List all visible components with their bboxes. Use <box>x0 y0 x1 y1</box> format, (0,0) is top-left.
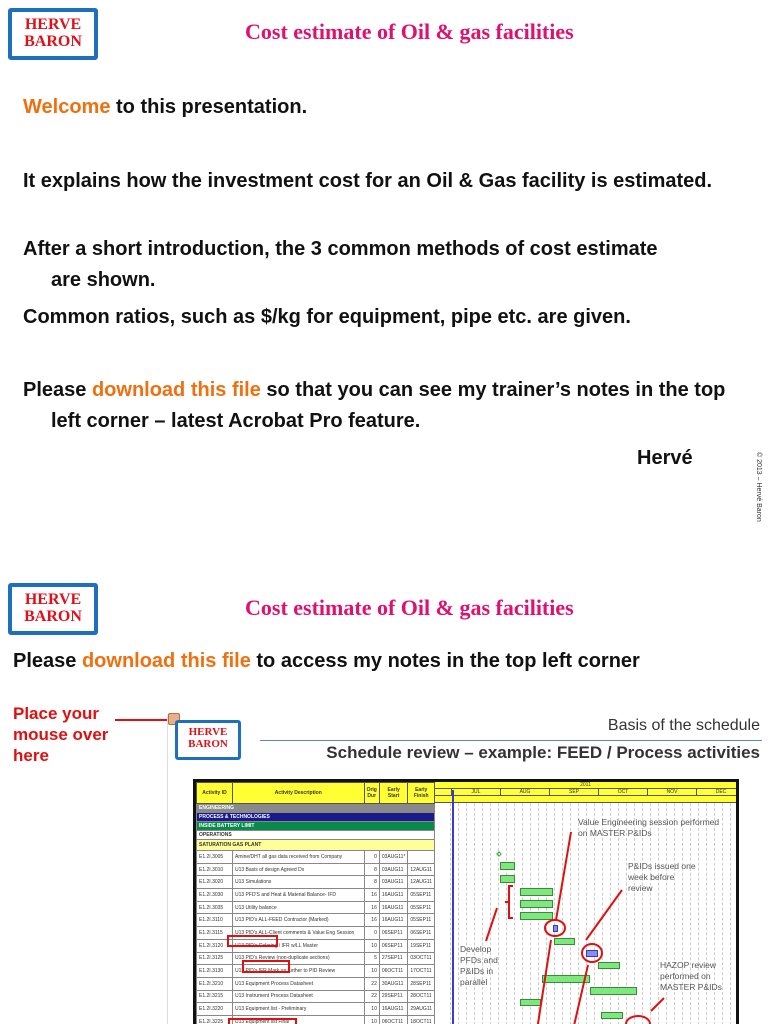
table-row <box>197 863 435 876</box>
cell: E1.2I.3120 <box>197 939 233 952</box>
gantt-bar <box>554 938 575 945</box>
cell: 17OCT11 <box>408 965 435 978</box>
cell: E1.2I.3130 <box>197 965 233 978</box>
inner-heading: Basis of the schedule <box>607 717 760 734</box>
cell: 12AUG11 <box>408 876 435 889</box>
table-row <box>197 965 435 978</box>
cell: E1.2I.3210 <box>197 977 233 990</box>
gantt-bar <box>500 875 515 883</box>
cell: 05SEP11 <box>408 901 435 914</box>
gantt-bar <box>520 888 553 896</box>
welcome-rest: to this presentation. <box>110 96 308 118</box>
cell: 16 <box>364 889 379 902</box>
cell: 06SEP11 <box>379 939 408 952</box>
table-header <box>197 783 435 804</box>
gantt-chart <box>435 782 736 1024</box>
text: to access my notes in the top left corner <box>250 650 640 672</box>
cell: 5 <box>364 952 379 965</box>
herve-baron-logo <box>8 8 98 60</box>
cell: 06SEP11 <box>408 927 435 940</box>
logo-line: BARON <box>24 607 82 625</box>
gantt-bar <box>520 912 553 920</box>
annotation-pids_issued: P&IDs issued one week before review <box>628 861 696 893</box>
welcome-line <box>23 92 307 123</box>
schedule-gantt <box>193 779 739 1024</box>
milestone-bar <box>586 950 598 957</box>
download-line <box>13 646 640 677</box>
cell: U13 Equipment list Final <box>233 1015 365 1024</box>
cell: 10 <box>364 965 379 978</box>
text: Please <box>23 379 92 401</box>
cell: E1.2I.3220 <box>197 1003 233 1016</box>
herve-baron-logo <box>8 583 98 635</box>
cell: 16AUG11 <box>379 901 408 914</box>
text: Please <box>13 650 82 672</box>
gridline <box>466 803 467 1024</box>
cell: 29SEP11 <box>379 990 408 1003</box>
inner-logo <box>175 720 241 760</box>
gridline <box>506 803 507 1024</box>
cell: U13 Utility balance <box>233 901 365 914</box>
cell: 30AUG11 <box>379 977 408 990</box>
heading-rule <box>260 740 762 741</box>
gridline <box>554 803 555 1024</box>
cell: E1.2I.3215 <box>197 990 233 1003</box>
table-row <box>197 952 435 965</box>
signature: Hervé <box>637 447 693 469</box>
inner-subheading: Schedule review – example: FEED / Process activities <box>326 743 760 762</box>
gridline <box>482 803 483 1024</box>
cell: E1.2I.3125 <box>197 952 233 965</box>
cell: E1.2I.3110 <box>197 914 233 927</box>
text: so that you can see my trainer’s notes in the top left corner – latest Acrobat Pro feature. <box>51 379 726 432</box>
gridline <box>474 803 475 1024</box>
cell: 03AUG11* <box>379 851 408 864</box>
cell: 05SEP11 <box>408 889 435 902</box>
col-header: Activity ID <box>197 783 233 804</box>
gridline <box>450 803 451 1024</box>
cell: E1.2I.3020 <box>197 876 233 889</box>
cell: U13 PID's ALL-Client comments & Value Eng Session <box>233 927 365 940</box>
cell: 03AUG11 <box>379 876 408 889</box>
cell: 05SEP11 <box>408 914 435 927</box>
mouse-callout: Place your mouse over here <box>13 704 109 765</box>
cell: E1.2I.3010 <box>197 863 233 876</box>
highlight-box <box>227 935 278 947</box>
paragraph-download <box>23 375 733 437</box>
gantt-bar <box>601 1012 623 1019</box>
table-row <box>197 876 435 889</box>
annotation-value_eng: Value Engineering session performed on MASTER P&IDs <box>578 817 720 838</box>
cell: U13 Equipment Process Datasheet <box>233 977 365 990</box>
logo-line: HERVE <box>24 16 82 33</box>
cell: U13 PID's Review (non-duplicate sections) <box>233 952 365 965</box>
gantt-bar <box>520 999 541 1006</box>
gridline <box>738 803 739 1024</box>
gantt-year: 2011 <box>435 782 736 789</box>
cell: 03OCT11 <box>408 952 435 965</box>
band-process: PROCESS & TECHNOLOGIES <box>197 813 435 822</box>
gantt-month: JUL <box>451 789 500 796</box>
col-header: Activity Description <box>233 783 365 804</box>
gantt-bar <box>590 987 637 995</box>
table-row <box>197 914 435 927</box>
cell: 16AUG11 <box>379 914 408 927</box>
highlight-box <box>228 1018 297 1024</box>
download-link[interactable]: download this file <box>81 650 251 672</box>
cell: U13 PID's Coloring / IFR w/LL Master <box>233 939 365 952</box>
gantt-weeks <box>435 796 736 803</box>
cell: 10 <box>364 939 379 952</box>
cell: U13 Instrument Process Datasheet <box>233 990 365 1003</box>
col-header: Early Finish <box>408 783 435 804</box>
annotation-hazop: HAZOP review performed on MASTER P&IDs <box>660 960 722 992</box>
milestone-bar <box>553 925 558 932</box>
highlight-box <box>242 960 290 973</box>
gantt-bar <box>500 862 515 870</box>
cell: 10 <box>364 1015 379 1024</box>
slide-panel-border <box>167 716 168 1024</box>
cell: 03AUG11 <box>379 863 408 876</box>
cell: E1.2I.3035 <box>197 901 233 914</box>
cell: 0 <box>364 851 379 864</box>
cell: 8 <box>364 863 379 876</box>
callout-arrow-icon <box>115 715 175 725</box>
cell: 8 <box>364 876 379 889</box>
gridline <box>570 803 571 1024</box>
gridline <box>490 803 491 1024</box>
logo-line: HERVE <box>188 726 228 738</box>
cell: U13 PID's ALL-FEED Contractor (Marked) <box>233 914 365 927</box>
cell: 16 <box>364 914 379 927</box>
table-row <box>197 977 435 990</box>
cell: 06OCT11 <box>379 965 408 978</box>
gantt-months <box>435 789 736 796</box>
cell: Amine/DHT all gas data received from Company <box>233 851 365 864</box>
annotation-develop: Develop PFDs and P&IDs in parallel <box>460 944 498 987</box>
gantt-bar <box>598 962 620 969</box>
copyright: © 2013 – Hervé Baron <box>755 452 762 522</box>
cell: 16 <box>364 901 379 914</box>
logo-line: BARON <box>188 737 228 750</box>
cell: U13 Simulations <box>233 876 365 889</box>
gridline <box>458 803 459 1024</box>
schedule-table <box>196 782 435 1024</box>
cell: 18OCT11 <box>408 1015 435 1024</box>
gantt-month: AUG <box>500 789 549 796</box>
welcome-highlight: Welcome <box>23 96 111 118</box>
cell: 16AUG11 <box>379 889 408 902</box>
gantt-month: NOV <box>647 789 696 796</box>
slide2-title: Cost estimate of Oil & gas facilities <box>245 595 574 620</box>
col-header: Orig Dur <box>364 783 379 804</box>
today-line <box>452 790 454 1024</box>
gantt-month: SEP <box>549 789 598 796</box>
paragraph: After a short introduction, the 3 common methods of cost estimate are shown. <box>23 238 658 291</box>
cell: 28SEP11 <box>408 977 435 990</box>
table-row <box>197 990 435 1003</box>
gantt-bar <box>520 900 553 908</box>
cell: 22 <box>364 990 379 1003</box>
cell: 10 <box>364 1003 379 1016</box>
gantt-bar <box>542 975 590 983</box>
cell: E1.2I.3115 <box>197 927 233 940</box>
gantt-month: DEC <box>696 789 739 796</box>
band-isbl: INSIDE BATTERY LIMIT <box>197 822 435 831</box>
cell: 29AUG11 <box>408 1003 435 1016</box>
download-link[interactable]: download this file <box>91 379 261 401</box>
gantt-month: OCT <box>598 789 647 796</box>
cell: U13 PID's IFR Mark up further to PID Review <box>233 965 365 978</box>
gridline <box>498 803 499 1024</box>
cell: E1.2I.3225 <box>197 1015 233 1024</box>
cell: 0 <box>364 927 379 940</box>
cell: E1.2I.3030 <box>197 889 233 902</box>
band-saturation: SATURATION GAS PLANT <box>197 840 435 851</box>
table-row <box>197 889 435 902</box>
cell: U13 Basis of design Agreed Dx <box>233 863 365 876</box>
slide1-title: Cost estimate of Oil & gas facilities <box>245 19 574 44</box>
cell: 19SEP11 <box>408 939 435 952</box>
col-header: Early Start <box>379 783 408 804</box>
cell: 06OCT11 <box>379 1015 408 1024</box>
band-operations: OPERATIONS <box>197 831 435 840</box>
cell: 28OCT11 <box>408 990 435 1003</box>
table-row <box>197 851 435 864</box>
cell: U13 Equipment list - Preliminary <box>233 1003 365 1016</box>
cell: 12AUG11 <box>408 863 435 876</box>
gridline <box>514 803 515 1024</box>
logo-line: BARON <box>24 32 82 50</box>
paragraph: Common ratios, such as $/kg for equipment, pipe etc. are given. <box>23 306 631 328</box>
band-engineering: ENGINEERING <box>197 804 435 813</box>
cell: 27SEP11 <box>379 952 408 965</box>
cell: E1.2I.3005 <box>197 851 233 864</box>
cell: 16AUG11 <box>379 1003 408 1016</box>
cell <box>408 851 435 864</box>
cell: 22 <box>364 977 379 990</box>
table-row <box>197 1003 435 1016</box>
cell: U13 PFD'S and Heat & Material Balance- IFD <box>233 889 365 902</box>
gridline <box>562 803 563 1024</box>
cell: 06SEP11 <box>379 927 408 940</box>
table-row <box>197 901 435 914</box>
paragraph: It explains how the investment cost for an Oil & Gas facility is estimated. <box>23 170 713 192</box>
logo-line: HERVE <box>24 591 82 608</box>
